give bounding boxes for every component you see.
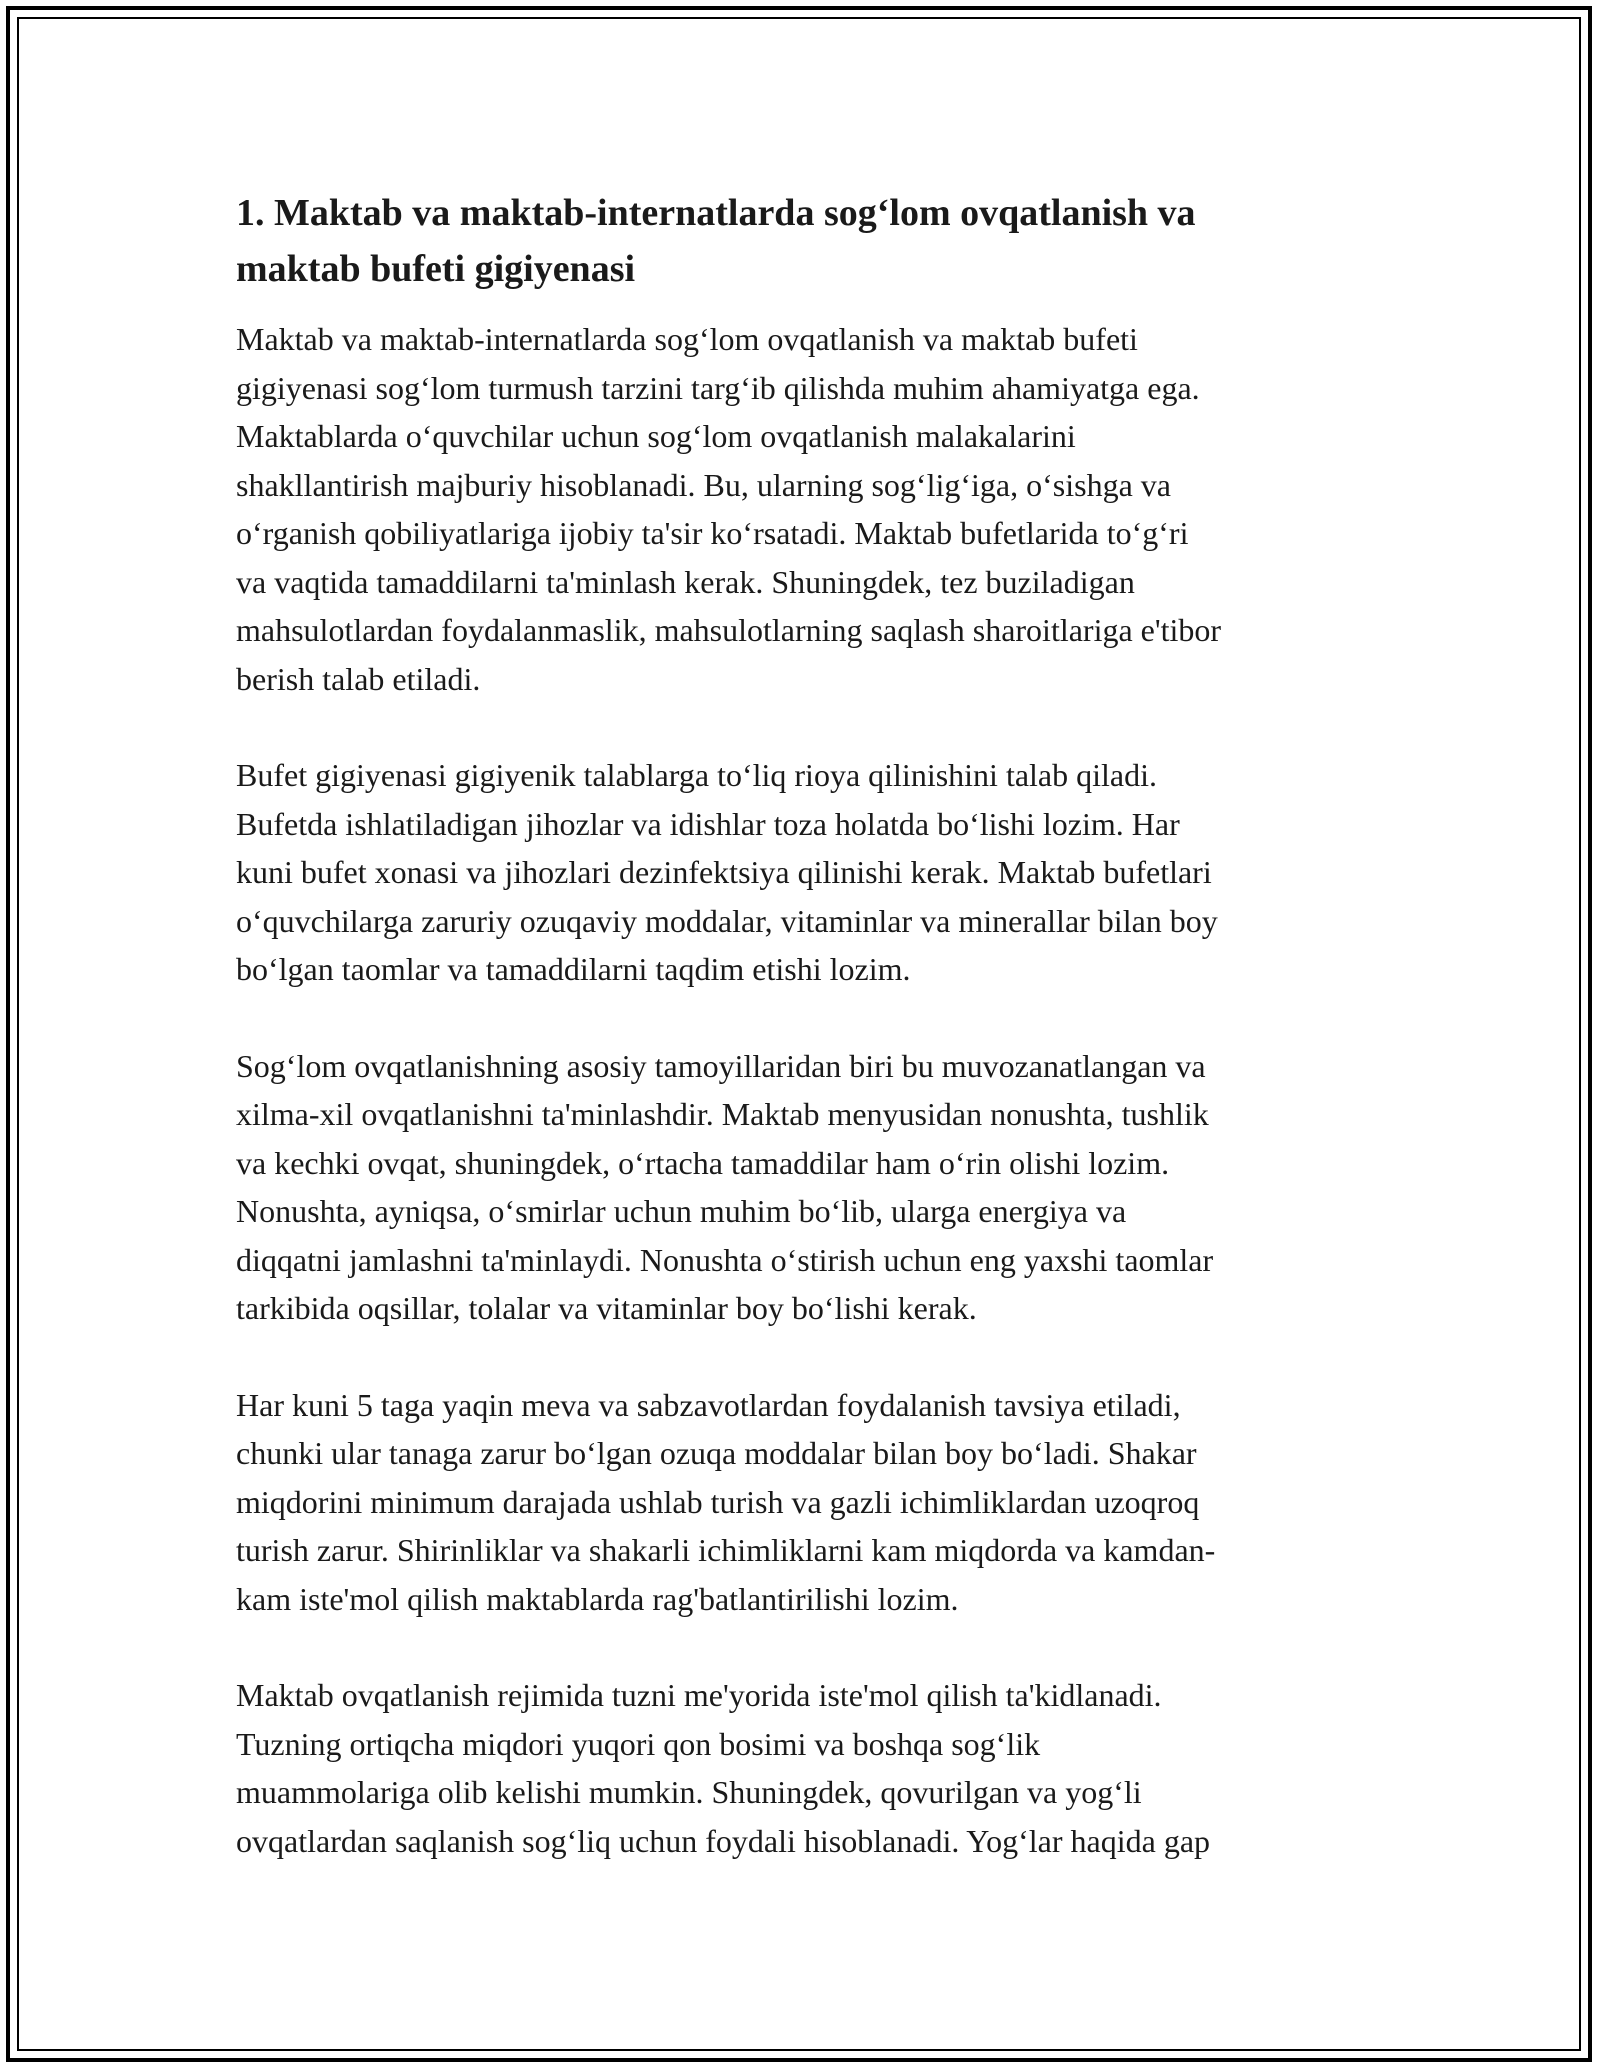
- paragraph-3: Sog‘lom ovqatlanishning asosiy tamoyillaridan biri bu muvozanatlangan va xilma-xil ovqatlanishni ta'minlashdir. Maktab menyusidan nonushta, tushlik va kechki ovqat, shuningdek, o‘rtacha tamaddilar ham o‘rin olishi lozim. Nonushta, ayniqsa, o‘smirlar uchun muhim bo‘lib, ularga energiya va diqqatni jamlashni ta'minlaydi. Nonushta o‘stirish uchun eng yaxshi taomlar tarkibida oqsillar, tolalar va vitaminlar boy bo‘lishi kerak.: [236, 1047, 1214, 1326]
- document-body: [236, 185, 1376, 1865]
- section-heading: 1. Maktab va maktab-internatlarda sog‘lom ovqatlanish va maktab bufeti gigiyenasi: [236, 192, 1196, 290]
- paragraph-2: Bufet gigiyenasi gigiyenik talablarga to‘liq rioya qilinishini talab qiladi. Bufetda ishlatiladigan jihozlar va idishlar toza holatda bo‘lishi lozim. Har kuni bufet xonasi va jihozlari dezinfektsiya qilinishi kerak. Maktab bufetlari o‘quvchilarga zaruriy ozuqaviy moddalar, vitaminlar va minerallar bilan boy bo‘lgan taomlar va tamaddilarni taqdim etishi lozim.: [236, 757, 1218, 987]
- paragraph-5: Maktab ovqatlanish rejimida tuzni me'yorida iste'mol qilish ta'kidlanadi. Tuzning ortiqcha miqdori yuqori qon bosimi va boshqa sog‘lik muammolariga olib kelishi mumkin. Shuningdek, qovurilgan va yog‘li ovqatlardan saqlanish sog‘liq uchun foydali hisoblanadi. Yog‘lar haqida gap: [236, 1677, 1211, 1859]
- paragraph-1: Maktab va maktab-internatlarda sog‘lom ovqatlanish va maktab bufeti gigiyenasi sog‘lom turmush tarzini targ‘ib qilishda muhim ahamiyatga ega. Maktablarda o‘quvchilar uchun sog‘lom ovqatlanish malakalarini shakllantirish majburiy hisoblanadi. Bu, ularning sog‘lig‘iga, o‘sishga va o‘rganish qobiliyatlariga ijobiy ta'sir ko‘rsatadi. Maktab bufetlarida to‘g‘ri va vaqtida tamaddilarni ta'minlash kerak. Shuningdek, tez buziladigan mahsulotlardan foydalanmaslik, mahsulotlarning saqlash sharoitlariga e'tibor berish talab etiladi.: [236, 321, 1222, 697]
- paragraph-4: Har kuni 5 taga yaqin meva va sabzavotlardan foydalanish tavsiya etiladi, chunki ular tanaga zarur bo‘lgan ozuqa moddalar bilan boy bo‘ladi. Shakar miqdorini minimum darajada ushlab turish va gazli ichimliklardan uzoqroq turish zarur. Shirinliklar va shakarli ichimliklarni kam miqdorda va kamdan- kam iste'mol qilish maktablarda rag'batlantirilishi lozim.: [236, 1386, 1216, 1617]
